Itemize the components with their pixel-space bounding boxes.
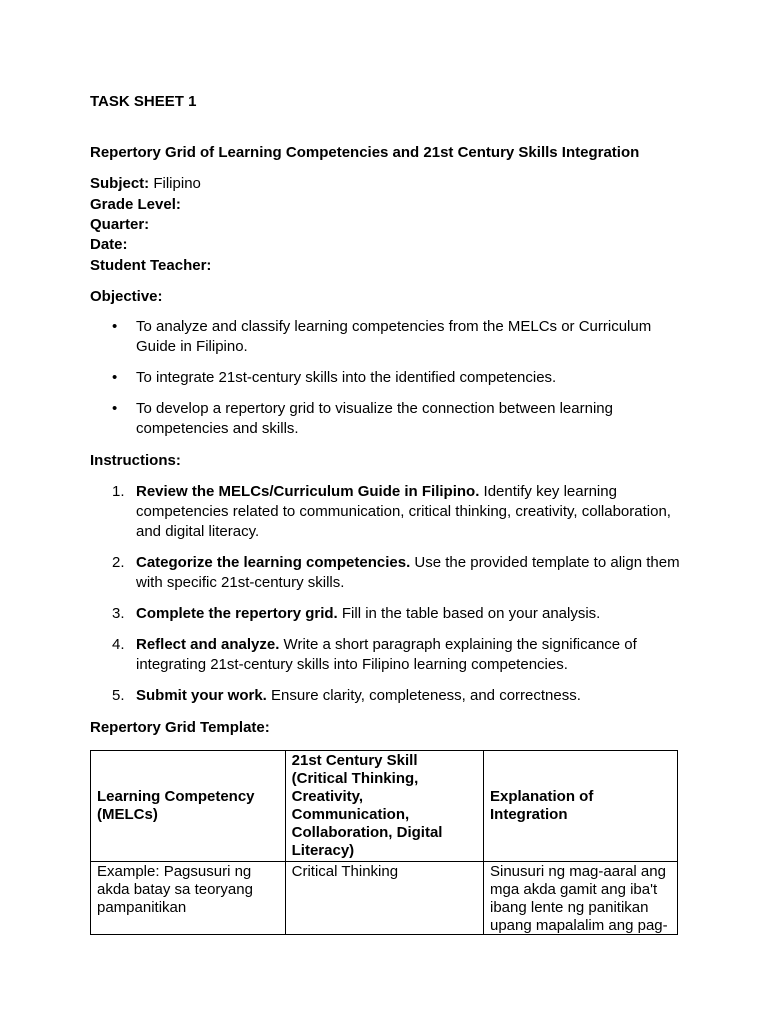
cell-text: Example: Pagsusuri ng akda batay sa teoryang pampanitikan <box>97 863 253 916</box>
table-cell <box>285 862 483 935</box>
student-teacher-label: Student Teacher: <box>90 257 212 274</box>
date-label: Date: <box>90 236 128 253</box>
header-explanation: Explanation of Integration <box>484 751 678 862</box>
step-title: Submit your work. <box>136 687 267 704</box>
header-learning-competency: Learning Competency (MELCs) <box>91 751 286 862</box>
table-cell <box>484 862 678 935</box>
objective-list <box>90 317 680 450</box>
task-title: TASK SHEET 1 <box>90 93 197 110</box>
step-number: 5. <box>112 687 125 704</box>
step-text: Write a short paragraph explaining the significance of integrating 21st-century skills into Filipino learning competencies. <box>136 636 637 673</box>
step-title: Review the MELCs/Curriculum Guide in Filipino. <box>136 483 480 500</box>
table-row <box>91 862 678 935</box>
instruction-steps <box>90 482 680 717</box>
step-number: 1. <box>112 483 125 500</box>
quarter-label: Quarter: <box>90 216 150 233</box>
instruction-step <box>90 604 680 624</box>
table-header-row <box>91 751 678 862</box>
step-text: Identify key learning competencies related to communication, critical thinking, creativity, collaboration, and digital literacy. <box>136 483 671 540</box>
instruction-step <box>90 686 680 706</box>
instruction-step <box>90 553 680 593</box>
step-number: 2. <box>112 554 125 571</box>
header-21st-century-skill: 21st Century Skill (Critical Thinking, Creativity, Communication, Collaboration, Digital Literacy) <box>285 751 483 862</box>
grade-level-label: Grade Level: <box>90 196 181 213</box>
grid-template-label: Repertory Grid Template: <box>90 719 270 736</box>
subject-line <box>90 174 201 194</box>
step-text: Fill in the table based on your analysis. <box>337 605 601 622</box>
cell-text: Critical Thinking <box>291 863 399 880</box>
step-title: Reflect and analyze. <box>136 636 280 653</box>
step-number: 3. <box>112 605 125 622</box>
step-text: Use the provided template to align them with specific 21st-century skills. <box>136 554 680 591</box>
objective-item: • To integrate 21st-century skills into the identified competencies. <box>90 368 680 388</box>
instruction-step <box>90 635 680 675</box>
objective-item: • To analyze and classify learning competencies from the MELCs or Curriculum Guide in Filipino. <box>90 317 680 357</box>
table-cell <box>91 862 286 935</box>
subject-label: Subject: <box>90 175 150 192</box>
step-text: Ensure clarity, completeness, and correctness. <box>266 687 581 704</box>
objective-label: Objective: <box>90 288 163 305</box>
document-heading: Repertory Grid of Learning Competencies and 21st Century Skills Integration <box>90 144 640 161</box>
instruction-step <box>90 482 680 542</box>
cell-text: Sinusuri ng mag-aaral ang mga akda gamit ang iba't ibang lente ng panitikan upang mapalalim ang pag- <box>490 863 668 933</box>
objective-item: • To develop a repertory grid to visualize the connection between learning competencies and skills. <box>90 399 680 439</box>
instructions-label: Instructions: <box>90 452 181 469</box>
step-title: Complete the repertory grid. <box>136 605 338 622</box>
step-number: 4. <box>112 636 125 653</box>
step-title: Categorize the learning competencies. <box>136 554 411 571</box>
repertory-grid-table <box>90 750 678 935</box>
subject-value: Filipino <box>149 175 201 192</box>
